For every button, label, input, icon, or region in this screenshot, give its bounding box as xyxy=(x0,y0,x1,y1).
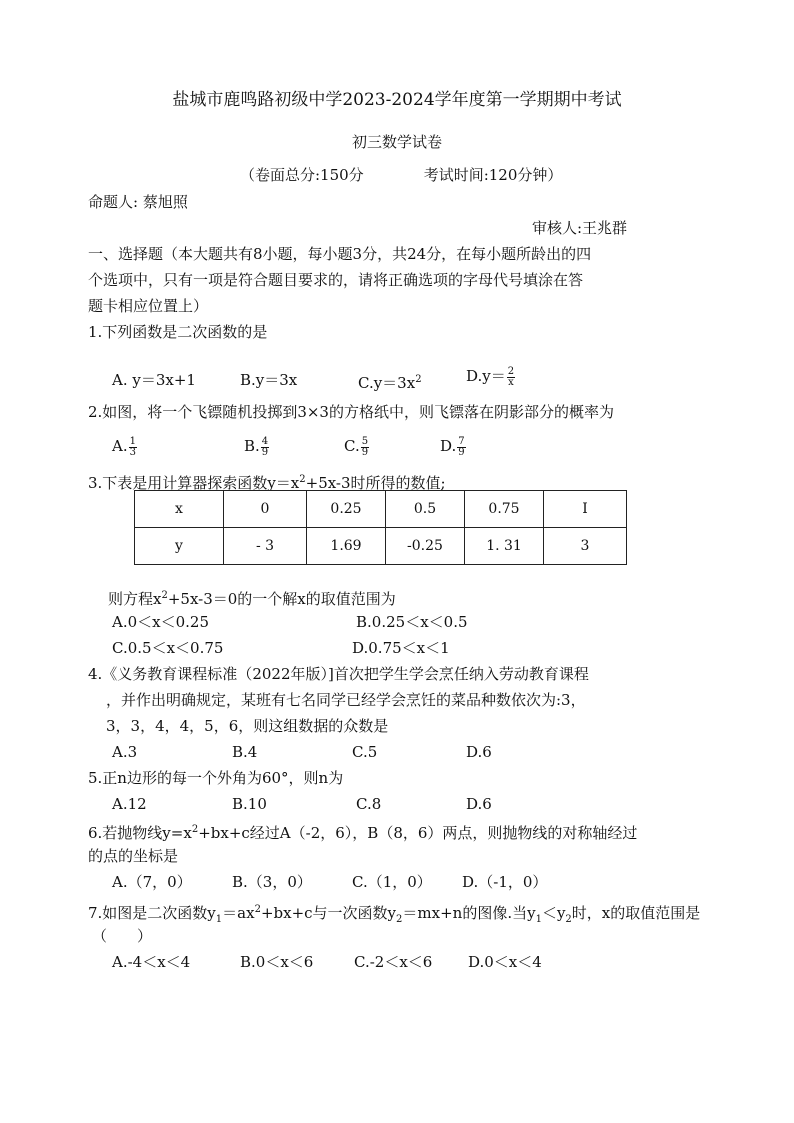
reviewer: 审核人:王兆群 xyxy=(532,219,628,237)
q3-follow-exponent: 2 xyxy=(161,590,168,601)
section-1-instructions-line-2: 个选项中，只有一项是符合题目要求的，请将正确选项的字母代号填涂在答 xyxy=(88,271,584,289)
q2-option-d xyxy=(440,436,466,458)
exam-subtitle: 初三数学试卷 xyxy=(351,133,442,151)
exam-title: 盐城市鹿鸣路初级中学2023-2024学年度第一学期期中考试 xyxy=(172,90,622,110)
exam-info xyxy=(240,165,562,185)
q5-option-b: B.10 xyxy=(232,795,267,813)
q3-follow-part-2: +5x-3＝0的一个解x的取值范围为 xyxy=(167,590,396,608)
q6-option-d: D.（-1，0） xyxy=(462,873,548,891)
total-score: （卷面总分:150分 xyxy=(240,166,364,184)
q7-p3: +bx+c与一次函数y xyxy=(260,904,397,922)
q4-option-c: C.5 xyxy=(352,743,378,761)
q1-stem: 1.下列函数是二次函数的是 xyxy=(88,323,268,341)
q2-b-numerator: 4 xyxy=(261,435,269,447)
q3-option-c: C.0.5＜x＜0.75 xyxy=(112,639,224,657)
table-cell: 0 xyxy=(224,491,307,528)
q3-follow-up xyxy=(108,586,396,609)
q4-option-b: B.4 xyxy=(232,743,258,761)
q6-part-2: +bx+c经过A（-2，6），B（8，6）两点，则抛物线的对称轴经过 xyxy=(198,824,638,842)
q1-d-text: D.y＝ xyxy=(466,367,506,385)
q2-a-denominator: 3 xyxy=(129,446,136,458)
q3-option-d: D.0.75＜x＜1 xyxy=(352,639,450,657)
q7-option-c: C.-2＜x＜6 xyxy=(354,953,433,971)
table-cell: 1.69 xyxy=(307,528,386,565)
q2-d-label: D. xyxy=(440,437,457,455)
q6-part-1: 6.若抛物线y=x xyxy=(88,824,192,842)
q7-s2: 2 xyxy=(254,904,261,915)
q7-line-1 xyxy=(88,900,700,930)
q6-line-2: 的点的坐标是 xyxy=(88,847,179,865)
q2-c-label: C. xyxy=(344,437,360,455)
q6-option-b: B.（3，0） xyxy=(232,873,312,891)
q7-p6: 时，x的取值范围是 xyxy=(571,904,701,922)
q7-s3: 2 xyxy=(396,914,403,925)
q7-option-d: D.0＜x＜4 xyxy=(468,953,542,971)
q5-stem: 5.正n边形的每一个外角为60°，则n为 xyxy=(88,769,344,787)
q2-d-fraction xyxy=(457,437,465,458)
q4-option-d: D.6 xyxy=(466,743,492,761)
q6-option-a: A.（7，0） xyxy=(112,873,192,891)
q1-option-a: A. y＝3x+1 xyxy=(112,371,196,389)
q2-option-b xyxy=(244,436,269,458)
q4-line-1: 4.《义务教育课程标准（2022年版）]首次把学生学会烹任纳入劳动教育课程 xyxy=(88,665,589,683)
table-cell: - 3 xyxy=(224,528,307,565)
table-cell: 0.75 xyxy=(465,491,544,528)
q2-d-denominator: 9 xyxy=(458,446,465,458)
q7-p4: ＝mx+n的图像.当y xyxy=(402,904,536,922)
q3-stem-part-1: 3.下表是用计算器探索函数y＝x xyxy=(88,474,300,492)
q3-stem-exponent: 2 xyxy=(299,474,306,485)
q1-option-b: B.y＝3x xyxy=(240,371,298,389)
q2-c-numerator: 5 xyxy=(361,435,369,447)
q4-line-2: ，并作出明确规定，某班有七名同学已经学会烹饪的菜品种数依次为:3， xyxy=(106,691,586,709)
q7-p1: 7.如图是二次函数y xyxy=(88,904,216,922)
q5-option-c: C.8 xyxy=(356,795,382,813)
table-cell: 0.25 xyxy=(307,491,386,528)
q2-b-denominator: 9 xyxy=(261,446,269,458)
q6-line-1 xyxy=(88,820,637,843)
q2-d-numerator: 7 xyxy=(458,435,465,447)
q3-option-b: B.0.25＜x＜0.5 xyxy=(356,613,468,631)
author: 命题人: 蔡旭照 xyxy=(88,193,188,211)
q7-s5: 2 xyxy=(565,914,572,925)
q5-option-d: D.6 xyxy=(466,795,492,813)
q2-option-a xyxy=(112,436,137,458)
q1-c-text: C.y＝3x xyxy=(358,374,416,392)
q7-s4: 1 xyxy=(535,914,542,925)
table-cell: 0.5 xyxy=(386,491,465,528)
table-cell: 3 xyxy=(544,528,627,565)
q7-p2: ＝ax xyxy=(222,904,255,922)
q2-stem: 2.如图，将一个飞镖随机投掷到3×3的方格纸中，则飞镖落在阴影部分的概率为 xyxy=(88,403,614,421)
q4-line-3: 3，3，4，4，5，6，则这组数据的众数是 xyxy=(106,717,389,735)
section-1-instructions-line-1: 一、选择题（本大题共有8小题，每小题3分，共24分，在每小题所龄出的四 xyxy=(88,245,592,263)
q6-option-c: C.（1，0） xyxy=(352,873,432,891)
q2-option-c xyxy=(344,436,369,458)
q3-option-a: A.0＜x＜0.25 xyxy=(112,613,210,631)
q2-a-label: A. xyxy=(112,437,128,455)
q1-d-fraction xyxy=(507,367,515,388)
q7-p5: ＜y xyxy=(541,904,566,922)
q1-c-exponent: 2 xyxy=(415,374,422,385)
q7-line-2: （ ） xyxy=(92,927,153,945)
q7-option-b: B.0＜x＜6 xyxy=(240,953,314,971)
table-cell: -0.25 xyxy=(386,528,465,565)
q2-a-numerator: 1 xyxy=(129,435,136,447)
q2-c-fraction xyxy=(361,437,369,458)
q2-a-fraction xyxy=(129,437,137,458)
table-cell: 1. 31 xyxy=(465,528,544,565)
q3-follow-part-1: 则方程x xyxy=(108,590,162,608)
q2-b-label: B. xyxy=(244,437,260,455)
q4-option-a: A.3 xyxy=(112,743,138,761)
q1-option-c xyxy=(358,370,422,393)
q3-stem-part-2: +5x-3时所得的数值; xyxy=(305,474,446,492)
q2-b-fraction xyxy=(261,437,269,458)
q7-s1: 1 xyxy=(215,914,223,925)
exam-time: 考试时间:120分钟） xyxy=(423,166,563,184)
section-1-instructions-line-3: 题卡相应位置上） xyxy=(88,297,209,315)
table-cell: y xyxy=(135,528,224,565)
table-row-y xyxy=(135,528,627,565)
q6-exponent: 2 xyxy=(191,824,199,835)
q1-d-numerator: 2 xyxy=(507,365,515,377)
table-row-x xyxy=(135,491,627,528)
table-cell: I xyxy=(544,491,627,528)
q3-value-table xyxy=(134,490,627,565)
q7-option-a: A.-4＜x＜4 xyxy=(112,953,191,971)
q1-option-d xyxy=(466,366,515,388)
table-cell: x xyxy=(135,491,224,528)
q5-option-a: A.12 xyxy=(112,795,147,813)
q2-c-denominator: 9 xyxy=(361,446,369,458)
q1-d-denominator: x xyxy=(508,376,514,388)
